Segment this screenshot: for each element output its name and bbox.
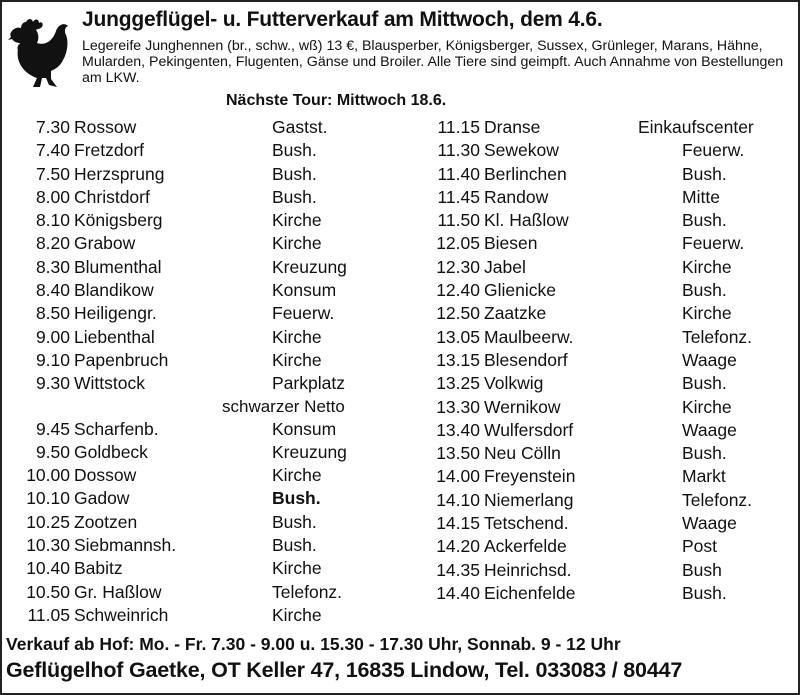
stop-time: 7.30	[35, 117, 70, 137]
stop-time: 10.40	[26, 558, 70, 579]
schedule-row	[420, 465, 796, 488]
stop-location: Telefonz.	[682, 489, 753, 510]
stop-time: 14.15	[436, 513, 480, 534]
schedule-row	[420, 116, 796, 139]
stop-location: Konsum	[272, 418, 337, 439]
stop-location: Bush.	[682, 280, 727, 301]
schedule-row	[420, 232, 796, 255]
stop-time: 11.50	[437, 210, 480, 231]
stop-place: Christdorf	[74, 186, 150, 207]
stop-place: Tetschend.	[484, 513, 569, 534]
stop-time: 7.50	[35, 163, 70, 184]
stop-place: Fretzdorf	[74, 140, 145, 161]
stop-time: 12.30	[436, 256, 480, 277]
stop-time: 13.05	[436, 326, 480, 347]
schedule-row	[10, 487, 410, 510]
stop-time: 8.40	[35, 280, 70, 301]
schedule-right-column	[420, 116, 796, 605]
stop-place: Neu Cölln	[484, 443, 561, 464]
stop-place: Eichenfelde	[484, 582, 576, 603]
stop-location: Bush.	[682, 210, 727, 231]
stop-place: Zootzen	[74, 511, 138, 532]
stop-place: Königsberg	[74, 210, 163, 231]
farm-sales-hours: Verkauf ab Hof: Mo. - Fr. 7.30 - 9.00 u. 15.30 - 17.30 Uhr, Sonnab. 9 - 12 Uhr	[6, 634, 621, 654]
schedule-row	[420, 279, 796, 302]
stop-place: Papenbruch	[74, 349, 169, 370]
schedule-row	[420, 302, 796, 325]
schedule-row	[10, 139, 410, 162]
schedule-row	[10, 534, 410, 557]
schedule-row	[10, 209, 410, 232]
stop-time: 13.25	[436, 373, 480, 394]
schedule-row	[10, 349, 410, 372]
stop-location: Waage	[682, 513, 737, 534]
stop-time: 14.20	[436, 536, 480, 557]
stop-time: 8.00	[35, 186, 70, 207]
stop-location: Kirche	[272, 465, 322, 486]
intro-text: Legereife Junghennen (br., schw., wß) 13 €, Blausperber, Königsberger, Sussex, Grünleger, Marans, Hähne, Mularden, Pekingenten, Flugenten, Gänse und Broiler. Alle Tiere sind geimpft. Auch Annahme von Bestellungen am LKW.	[82, 38, 784, 86]
schedule-row	[420, 582, 796, 605]
stop-place: Heiligengr.	[74, 303, 157, 324]
stop-time: 11.15	[437, 117, 480, 137]
stop-location: Kreuzung	[272, 256, 347, 277]
stop-time: 12.05	[436, 233, 480, 254]
stop-place: Grabow	[74, 233, 136, 254]
stop-time: 10.25	[26, 511, 70, 532]
stop-location: Bush.	[272, 140, 317, 161]
stop-time: 8.20	[35, 233, 70, 254]
stop-location: Konsum	[272, 280, 337, 301]
stop-place: Liebenthal	[74, 326, 155, 347]
stop-place: Randow	[484, 186, 549, 207]
stop-place: Gadow	[74, 488, 130, 509]
stop-place: Blumenthal	[74, 256, 162, 277]
stop-location: Waage	[682, 419, 737, 440]
stop-location: Kirche	[272, 210, 322, 231]
stop-time: 8.30	[35, 256, 70, 277]
schedule-row	[10, 557, 410, 580]
schedule-row	[10, 186, 410, 209]
stop-place: Wittstock	[74, 373, 145, 394]
stop-location: Kirche	[682, 256, 732, 277]
stop-location: Kirche	[682, 303, 732, 324]
stop-time: 14.35	[436, 559, 480, 580]
stop-location: Bush.	[272, 511, 317, 532]
schedule-row	[420, 512, 796, 535]
stop-time: 11.45	[437, 186, 480, 207]
headline: Junggeflügel- u. Futterverkauf am Mittwoch, dem 4.6.	[82, 8, 603, 31]
stop-location: Gastst.	[272, 117, 328, 137]
schedule-row	[420, 489, 796, 512]
schedule-row	[10, 464, 410, 487]
schedule-row	[10, 511, 410, 534]
stop-time: 14.00	[436, 466, 480, 487]
stop-location: Kirche	[272, 349, 322, 370]
stop-location: Feuerw.	[682, 140, 745, 161]
stop-location: Bush.	[272, 488, 321, 509]
schedule-row	[10, 581, 410, 604]
stop-place: Herzsprung	[74, 163, 165, 184]
stop-place: Niemerlang	[484, 489, 574, 510]
schedule-row	[10, 232, 410, 255]
stop-location: Bush.	[682, 373, 727, 394]
stop-time: 13.15	[436, 349, 480, 370]
stop-place: Rossow	[74, 117, 137, 137]
schedule-row	[420, 349, 796, 372]
stop-place: Volkwig	[484, 373, 544, 394]
stop-time: 10.50	[26, 581, 70, 602]
schedule-left-column	[10, 116, 410, 627]
schedule-row	[10, 441, 410, 464]
schedule-row	[420, 559, 796, 582]
stop-place: Freyenstein	[484, 466, 576, 487]
wittstock-note-row	[10, 396, 410, 418]
schedule-row	[10, 418, 410, 441]
stop-time: 14.40	[436, 582, 480, 603]
schedule-row	[10, 326, 410, 349]
stop-place: Jabel	[484, 256, 526, 277]
schedule-row	[420, 372, 796, 395]
stop-time: 13.30	[436, 396, 480, 417]
stop-place: Sewekow	[484, 140, 559, 161]
stop-time: 9.10	[35, 349, 70, 370]
stop-place: Wernikow	[484, 396, 561, 417]
stop-place: Gr. Haßlow	[74, 581, 162, 602]
stop-location: Bush	[682, 559, 722, 580]
stop-time: 8.50	[35, 303, 70, 324]
stop-location: Bush.	[682, 443, 727, 464]
stop-location: Kirche	[272, 233, 322, 254]
stop-time: 11.30	[437, 140, 480, 161]
schedule-row	[420, 326, 796, 349]
stop-place: Biesen	[484, 233, 538, 254]
schedule-row	[10, 256, 410, 279]
stop-place: Heinrichsd.	[484, 559, 572, 580]
schedule-row	[10, 279, 410, 302]
stop-place: Maulbeerw.	[484, 326, 574, 347]
schedule-row	[420, 186, 796, 209]
schedule-row	[420, 535, 796, 558]
schedule-row	[420, 139, 796, 162]
stop-location: Kirche	[272, 558, 322, 579]
schedule-row	[10, 116, 410, 139]
stop-location: Mitte	[682, 186, 720, 207]
stop-place: Schweinrich	[74, 604, 169, 625]
stop-place: Zaatzke	[484, 303, 547, 324]
rooster-icon	[6, 16, 72, 96]
stop-time: 12.40	[436, 280, 480, 301]
stop-time: 10.10	[26, 488, 70, 509]
stop-location: Bush.	[682, 163, 727, 184]
stop-location: Bush.	[272, 163, 317, 184]
schedule-row	[420, 442, 796, 465]
stop-location: Kirche	[272, 604, 322, 625]
stop-time: 11.40	[437, 163, 480, 184]
stop-time: 14.10	[436, 489, 480, 510]
next-tour-label: Nächste Tour: Mittwoch 18.6.	[226, 92, 447, 109]
stop-place: Goldbeck	[74, 441, 148, 462]
stop-location: Telefonz.	[272, 581, 343, 602]
farm-contact: Geflügelhof Gaetke, OT Keller 47, 16835 Lindow, Tel. 033083 / 80447	[6, 658, 683, 682]
stop-time: 11.05	[27, 604, 70, 625]
stop-location: Kirche	[272, 326, 322, 347]
stop-place: Ackerfelde	[484, 536, 567, 557]
stop-location: Kreuzung	[272, 441, 347, 462]
schedule-row	[420, 209, 796, 232]
stop-place: Dranse	[484, 117, 541, 137]
stop-location: Telefonz.	[682, 326, 753, 347]
stop-time: 9.50	[35, 441, 70, 462]
stop-time: 10.30	[26, 535, 70, 556]
schedule-row	[10, 604, 410, 627]
stop-place: Scharfenb.	[74, 418, 159, 439]
stop-location: Parkplatz	[272, 373, 345, 394]
stop-place: Glienicke	[484, 280, 556, 301]
stop-location: Kirche	[682, 396, 732, 417]
schedule-row	[10, 302, 410, 325]
stop-time: 9.30	[35, 373, 70, 394]
stop-place: Kl. Haßlow	[484, 210, 569, 231]
stop-location: Feuerw.	[272, 303, 335, 324]
wittstock-note: schwarzer Netto	[222, 396, 345, 416]
stop-place: Blesendorf	[484, 349, 568, 370]
stop-place: Siebmannsh.	[74, 535, 177, 556]
stop-location: Post	[682, 536, 718, 557]
stop-location: Bush.	[682, 582, 727, 603]
stop-location: Feuerw.	[682, 233, 745, 254]
schedule-row	[420, 396, 796, 419]
stop-place: Berlinchen	[484, 163, 567, 184]
schedule-row	[10, 372, 410, 395]
stop-place: Wulfersdorf	[484, 419, 574, 440]
schedule-row	[10, 163, 410, 186]
stop-time: 12.50	[436, 303, 480, 324]
stop-location: Bush.	[272, 535, 317, 556]
stop-place: Blandikow	[74, 280, 154, 301]
stop-time: 13.50	[436, 443, 480, 464]
stop-place: Dossow	[74, 465, 137, 486]
stop-time: 9.45	[35, 418, 70, 439]
schedule-row	[420, 256, 796, 279]
schedule-row	[420, 163, 796, 186]
stop-location: Waage	[682, 349, 737, 370]
schedule-row	[420, 419, 796, 442]
stop-time: 7.40	[35, 140, 70, 161]
stop-time: 8.10	[35, 210, 70, 231]
stop-location: Einkaufscenter	[638, 117, 754, 137]
stop-time: 9.00	[35, 326, 70, 347]
stop-time: 13.40	[436, 419, 480, 440]
stop-time: 10.00	[26, 465, 70, 486]
stop-location: Bush.	[272, 186, 317, 207]
stop-place: Babitz	[74, 558, 123, 579]
stop-location: Markt	[682, 466, 726, 487]
